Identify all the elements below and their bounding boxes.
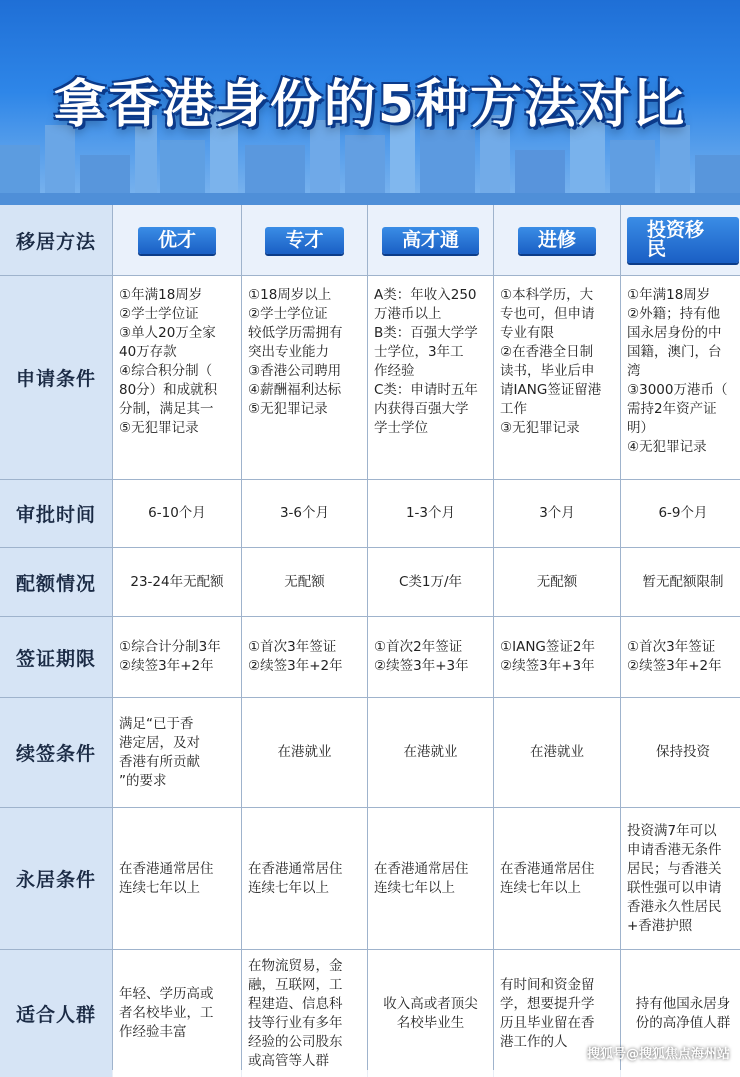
text-line: 年轻、学历高或 — [119, 986, 214, 1002]
cell-text — [119, 715, 200, 791]
audience-cell — [368, 950, 493, 1077]
text-line: A类：年收入250 — [374, 287, 477, 303]
text-line: ①IANG签证2年 — [500, 639, 595, 655]
text-line: ④无犯罪记录 — [627, 439, 707, 455]
text-line: 工作 — [500, 401, 527, 417]
cell-text — [627, 638, 722, 676]
title-banner — [0, 0, 740, 205]
page-title: 拿香港身份的5种方法对比 — [53, 75, 687, 135]
text-line: 持有他国永居身 — [635, 995, 731, 1012]
cell-text — [500, 860, 595, 898]
cell-text — [374, 860, 469, 898]
row-label-quota: 配额情况 — [0, 548, 112, 616]
cell-text — [248, 957, 343, 1071]
text-line: ②外籍；持有他 — [627, 306, 721, 322]
text-line: 港定居，及对 — [119, 734, 200, 751]
row-label-renewal: 续签条件 — [0, 698, 112, 807]
text-line: ②续签3年+2年 — [627, 658, 722, 674]
conditions-cell — [621, 276, 740, 479]
text-line: ①首次3年签证 — [627, 639, 716, 655]
text-line: 40万存款 — [119, 344, 177, 360]
text-line: 专也可，但申请 — [500, 306, 595, 322]
text-line: 较低学历需拥有 — [248, 325, 343, 341]
text-line: 在香港通常居住 — [119, 860, 214, 877]
quota-cell: 23-24年无配额 — [113, 548, 241, 616]
text-line: 万港币以上 — [374, 306, 442, 322]
text-line: ⑤无犯罪记录 — [119, 420, 199, 436]
text-line: 国籍，澳门，台 — [627, 344, 722, 360]
cell-text — [404, 743, 458, 762]
text-line: 份的高净值人群 — [635, 1014, 731, 1031]
renewal-cell — [621, 698, 740, 807]
text-line: ”的要求 — [119, 772, 167, 789]
permanent-cell — [368, 808, 493, 949]
audience-cell — [242, 950, 367, 1077]
quota-cell: 无配额 — [242, 548, 367, 616]
visa-period-cell — [368, 617, 493, 697]
text-line: ②学士学位证 — [119, 306, 199, 322]
method-header-cell — [494, 205, 620, 275]
text-line: 名校毕业生 — [396, 1014, 465, 1031]
visa-period-cell — [113, 617, 241, 697]
text-line: ③3000万港币（ — [627, 382, 728, 398]
method-tag: 进修 — [518, 227, 596, 254]
cell-text — [500, 286, 601, 438]
cell-text — [530, 743, 584, 762]
text-line: 分制，满足其一 — [119, 401, 214, 417]
row-label-permanent: 永居条件 — [0, 808, 112, 949]
text-line: 学士学位 — [374, 420, 428, 436]
text-line: 在香港通常居住 — [248, 860, 343, 877]
conditions-cell — [494, 276, 620, 479]
text-line: ①年满18周岁 — [627, 287, 711, 303]
method-header-cell — [368, 205, 493, 275]
renewal-cell — [242, 698, 367, 807]
text-line: 港工作的人 — [500, 1033, 568, 1050]
approval-time-cell: 3-6个月 — [242, 480, 367, 547]
text-line: 保持投资 — [656, 744, 710, 760]
cell-text — [278, 743, 332, 762]
text-line: 收入高或者顶尖 — [383, 995, 478, 1012]
text-line: ⑤无犯罪记录 — [248, 401, 328, 417]
text-line: ④综合积分制（ — [119, 363, 213, 379]
cell-text — [119, 985, 214, 1042]
row-label-approval-time: 审批时间 — [0, 480, 112, 547]
text-line: ②在香港全日制 — [500, 344, 594, 360]
text-line: ③无犯罪记录 — [500, 420, 580, 436]
cell-text — [636, 995, 731, 1033]
text-line: 香港有所贡献 — [119, 753, 200, 770]
text-line: 者名校毕业，工 — [119, 1005, 214, 1021]
cell-text — [374, 638, 469, 676]
row-label-visa-period: 签证期限 — [0, 617, 112, 697]
text-line: 连续七年以上 — [248, 879, 329, 896]
text-line: ②续签3年+3年 — [500, 658, 595, 674]
text-line: B类：百强大学学 — [374, 325, 478, 341]
text-line: 在港就业 — [277, 744, 332, 760]
text-line: ②续签3年+2年 — [119, 658, 214, 674]
text-line: 满足“已于香 — [119, 715, 194, 732]
approval-time-cell: 3个月 — [494, 480, 620, 547]
text-line: ④薪酬福利达标 — [248, 382, 342, 398]
text-line: 需持2年资产证 — [627, 401, 717, 417]
text-line: 专业有限 — [500, 325, 554, 341]
text-line: 80分）和成就积 — [119, 382, 218, 398]
text-line: 在港就业 — [530, 744, 584, 760]
text-line: 申请香港无条件 — [627, 841, 722, 858]
text-line: 融，互联网，工 — [248, 976, 343, 993]
text-line: ③香港公司聘用 — [248, 363, 342, 379]
text-line: 明） — [627, 420, 654, 436]
method-tag: 投资移民 — [627, 217, 739, 263]
method-tag: 优才 — [138, 227, 216, 254]
text-line: 连续七年以上 — [374, 879, 455, 896]
text-line: 湾 — [627, 363, 641, 379]
text-line: ①首次3年签证 — [248, 639, 337, 655]
text-line: 经验的公司股东 — [248, 1033, 343, 1050]
text-line: ①18周岁以上 — [248, 287, 332, 303]
text-line: 联性强可以申请 — [627, 879, 722, 896]
text-line: 连续七年以上 — [119, 879, 200, 896]
text-line: 士学位，3年工 — [374, 344, 464, 360]
row-label-method: 移居方法 — [0, 205, 112, 275]
method-header-cell — [113, 205, 241, 275]
text-line: 请IANG签证留港 — [500, 382, 602, 398]
quota-cell: C类1万/年 — [368, 548, 493, 616]
approval-time-cell: 1-3个月 — [368, 480, 493, 547]
text-line: 在香港通常居住 — [374, 860, 469, 877]
text-line: 在物流贸易，金 — [248, 957, 343, 974]
text-line: 技等行业有多年 — [248, 1014, 343, 1031]
text-line: 有时间和资金留 — [500, 976, 595, 993]
text-line: 作经验 — [374, 363, 415, 379]
permanent-cell — [242, 808, 367, 949]
comparison-table — [0, 205, 740, 1070]
text-line: ③单人20万全家 — [119, 325, 216, 341]
cell-text — [119, 860, 214, 898]
cell-text — [119, 638, 221, 676]
text-line: ①本科学历，大 — [500, 287, 594, 303]
renewal-cell — [494, 698, 620, 807]
conditions-cell — [242, 276, 367, 479]
cell-text — [119, 286, 217, 438]
cell-text — [383, 995, 478, 1033]
cell-text — [248, 286, 343, 419]
method-tag: 高才通 — [382, 227, 479, 254]
approval-time-cell: 6-9个月 — [621, 480, 740, 547]
renewal-cell — [113, 698, 241, 807]
text-line: 程建造、信息科 — [248, 995, 343, 1012]
visa-period-cell — [621, 617, 740, 697]
text-line: +香港护照 — [627, 917, 693, 934]
cell-text — [500, 976, 595, 1052]
quota-cell: 无配额 — [494, 548, 620, 616]
cell-text — [248, 860, 343, 898]
permanent-cell — [113, 808, 241, 949]
permanent-cell — [494, 808, 620, 949]
text-line: 突出专业能力 — [248, 344, 329, 360]
cell-text — [627, 286, 727, 457]
quota-cell: 暂无配额限制 — [621, 548, 740, 616]
text-line: 读书，毕业后申 — [500, 363, 595, 379]
cell-text — [627, 822, 722, 936]
renewal-cell — [368, 698, 493, 807]
text-line: C类：申请时五年 — [374, 382, 478, 398]
text-line: ②学士学位证 — [248, 306, 328, 322]
text-line: 居民；与香港关 — [627, 860, 722, 877]
text-line: 连续七年以上 — [500, 879, 581, 896]
text-line: 香港永久性居民 — [627, 898, 722, 915]
text-line: 在港就业 — [403, 744, 458, 760]
text-line: 内获得百强大学 — [374, 401, 469, 417]
cell-text — [656, 743, 710, 762]
method-tag: 专才 — [265, 227, 343, 254]
text-line: ①综合计分制3年 — [119, 639, 221, 655]
cell-text — [500, 638, 595, 676]
watermark: 搜狐号@搜狐焦点海州站 — [586, 1047, 730, 1062]
approval-time-cell: 6-10个月 — [113, 480, 241, 547]
row-label-audience: 适合人群 — [0, 950, 112, 1077]
text-line: 投资满7年可以 — [627, 822, 717, 839]
cell-text — [374, 286, 478, 438]
text-line: ②续签3年+3年 — [374, 658, 469, 674]
visa-period-cell — [242, 617, 367, 697]
text-line: 历且毕业留在香 — [500, 1014, 595, 1031]
permanent-cell — [621, 808, 740, 949]
cell-text — [248, 638, 343, 676]
text-line: 国永居身份的中 — [627, 325, 722, 341]
text-line: ①首次2年签证 — [374, 639, 463, 655]
text-line: 学，想要提升学 — [500, 995, 595, 1012]
text-line: ①年满18周岁 — [119, 287, 203, 303]
method-header-cell — [621, 205, 740, 275]
text-line: 在香港通常居住 — [500, 860, 595, 877]
visa-period-cell — [494, 617, 620, 697]
text-line: ②续签3年+2年 — [248, 658, 343, 674]
audience-cell — [113, 950, 241, 1077]
text-line: 或高管等人群 — [248, 1052, 329, 1069]
method-header-cell — [242, 205, 367, 275]
conditions-cell — [368, 276, 493, 479]
conditions-cell — [113, 276, 241, 479]
text-line: 作经验丰富 — [119, 1024, 187, 1040]
row-label-conditions: 申请条件 — [0, 276, 112, 479]
